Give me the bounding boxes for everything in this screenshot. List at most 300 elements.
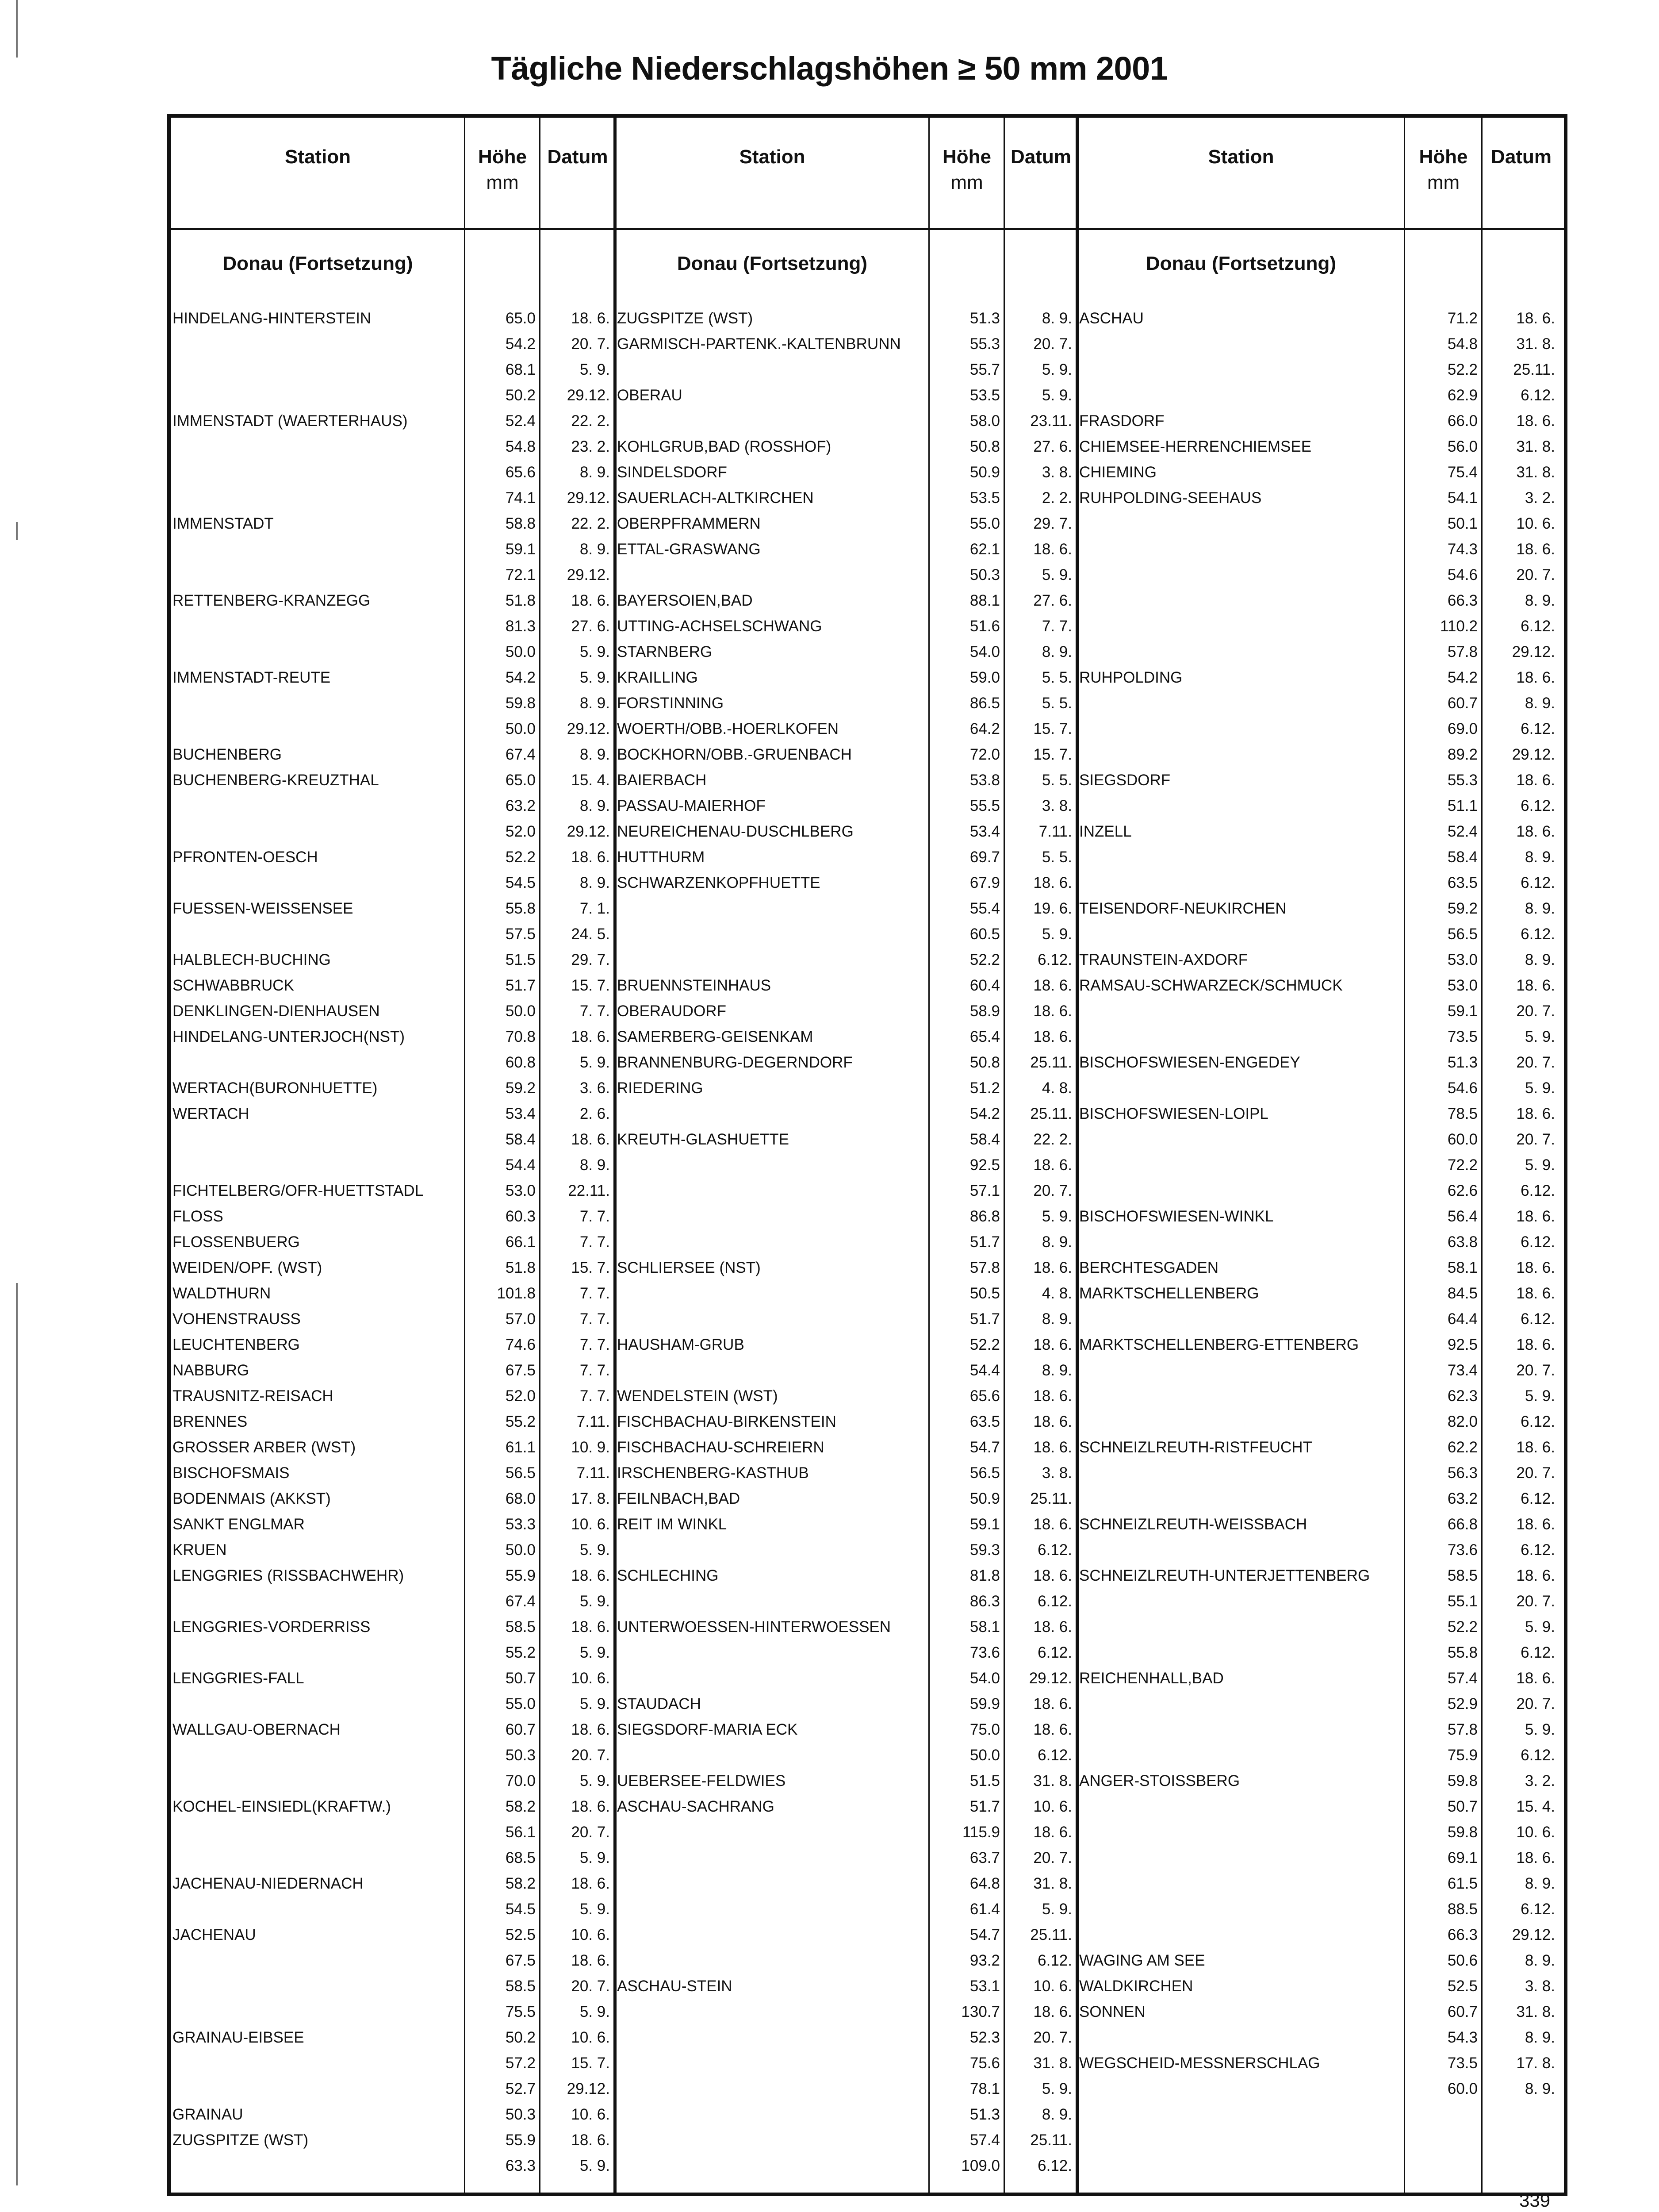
station-name	[171, 922, 463, 947]
datum-value: 29.12.	[567, 387, 610, 404]
station-name	[1077, 922, 1403, 947]
hoehe-value: 54.5	[505, 1901, 536, 1918]
header-rule	[171, 228, 1564, 230]
station-name: WALLGAU-OBERNACH	[172, 1721, 341, 1738]
station-name: OBERPFRAMMERN	[617, 515, 761, 532]
datum-value: 5. 9.	[1042, 566, 1072, 584]
datum-value: 18. 6.	[1033, 1156, 1072, 1174]
hoehe-value: 64.4	[1447, 1310, 1478, 1328]
station-name: WAGING AM SEE	[1079, 1952, 1205, 1969]
station-name: GARMISCH-PARTENK.-KALTENBRUNN	[617, 335, 901, 353]
station-name	[1077, 537, 1403, 562]
station-name	[171, 1820, 463, 1845]
datum-value: 6.12.	[1521, 1541, 1555, 1559]
datum-value: 18. 6.	[1516, 541, 1555, 558]
datum-value: 10. 6.	[1033, 1978, 1072, 1995]
hoehe-value: 54.2	[1447, 669, 1478, 686]
region-label: Donau (Fortsetzung)	[677, 253, 868, 274]
hoehe-value: 72.2	[1447, 1156, 1478, 1174]
station-name: LEUCHTENBERG	[172, 1336, 300, 1353]
station-name: VOHENSTRAUSS	[172, 1310, 301, 1328]
hoehe-value: 64.2	[969, 720, 1000, 737]
datum-value: 18. 6.	[1033, 977, 1072, 994]
hoehe-value: 86.8	[969, 1208, 1000, 1225]
station-name	[171, 1999, 463, 2025]
datum-value: 5. 9.	[1525, 1079, 1555, 1097]
station-name	[1077, 1358, 1403, 1383]
datum-value: 18. 6.	[571, 1952, 610, 1969]
hoehe-value: 54.0	[969, 1670, 1000, 1687]
datum-value: 18. 6.	[1033, 1516, 1072, 1533]
datum-value: 18. 6.	[571, 1131, 610, 1148]
datum-value: 8. 9.	[1042, 1233, 1072, 1251]
datum-value: 18. 6.	[1516, 1849, 1555, 1866]
station-name	[615, 1358, 927, 1383]
hoehe-value: 57.8	[1447, 1721, 1478, 1738]
datum-value: 8. 9.	[1525, 695, 1555, 712]
datum-value: 15. 7.	[1033, 720, 1072, 737]
station-name: WALDKIRCHEN	[1079, 1978, 1193, 1995]
datum-value: 15. 4.	[571, 772, 610, 789]
hoehe-value: 73.4	[1447, 1362, 1478, 1379]
datum-value: 18. 6.	[571, 849, 610, 866]
hoehe-value: 50.3	[969, 566, 1000, 584]
station-name	[171, 2153, 463, 2179]
datum-value: 7. 7.	[579, 1233, 610, 1251]
station-name	[171, 691, 463, 716]
station-name: SCHLIERSEE (NST)	[617, 1259, 761, 1276]
hoehe-value: 52.9	[1447, 1695, 1478, 1713]
hoehe-value: 50.7	[1447, 1798, 1478, 1815]
datum-value: 19. 6.	[1033, 900, 1072, 917]
station-name	[1077, 639, 1403, 665]
hoehe-value: 68.5	[505, 1849, 536, 1866]
datum-value: 20. 7.	[1033, 335, 1072, 353]
hoehe-value: 62.2	[1447, 1439, 1478, 1456]
datum-value: 18. 6.	[1516, 1208, 1555, 1225]
datum-value: 20. 7.	[1033, 2029, 1072, 2046]
station-name	[1077, 1383, 1403, 1409]
datum-value: 2. 6.	[579, 1105, 610, 1122]
datum-value: 5. 9.	[579, 669, 610, 686]
station-name: FORSTINNING	[617, 695, 724, 712]
datum-value: 18. 6.	[1033, 1028, 1072, 1045]
station-name	[1077, 845, 1403, 870]
hoehe-value: 66.0	[1447, 412, 1478, 430]
hoehe-value: 58.2	[505, 1798, 536, 1815]
datum-value: 31. 8.	[1033, 1772, 1072, 1790]
datum-value: 15. 7.	[571, 977, 610, 994]
hoehe-value: 53.0	[505, 1182, 536, 1199]
datum-value: 7. 7.	[579, 1336, 610, 1353]
station-name: FRASDORF	[1079, 412, 1165, 430]
station-name	[615, 2025, 927, 2051]
station-name	[171, 819, 463, 845]
hoehe-value: 55.8	[505, 900, 536, 917]
station-name	[615, 1640, 927, 1666]
datum-value: 17. 8.	[571, 1490, 610, 1507]
station-name: WALDTHURN	[172, 1285, 271, 1302]
datum-value: 29.12.	[1512, 746, 1555, 763]
datum-value: 27. 6.	[1033, 592, 1072, 609]
header-datum: Datum	[1011, 146, 1071, 168]
datum-value: 5. 5.	[1042, 695, 1072, 712]
station-name	[171, 1845, 463, 1871]
datum-value: 5. 9.	[1525, 1721, 1555, 1738]
datum-value: 29.12.	[1512, 643, 1555, 661]
station-name	[615, 1922, 927, 1948]
datum-value: 18. 6.	[1516, 310, 1555, 327]
hoehe-value: 56.0	[1447, 438, 1478, 455]
hoehe-value: 50.0	[505, 720, 536, 737]
hoehe-value: 58.4	[1447, 849, 1478, 866]
datum-value: 18. 6.	[1033, 1618, 1072, 1636]
datum-value: 18. 6.	[571, 1618, 610, 1636]
hoehe-value: 53.3	[505, 1516, 536, 1533]
station-name: JACHENAU	[172, 1926, 256, 1943]
hoehe-value: 75.0	[969, 1721, 1000, 1738]
datum-value: 5. 9.	[579, 1849, 610, 1866]
hoehe-value: 84.5	[1447, 1285, 1478, 1302]
datum-value: 15. 7.	[571, 2055, 610, 2072]
datum-value: 8. 9.	[579, 464, 610, 481]
station-name	[615, 1845, 927, 1871]
datum-value: 6.12.	[1038, 1747, 1072, 1764]
datum-value: 18. 6.	[1033, 1695, 1072, 1713]
datum-value: 5. 9.	[579, 643, 610, 661]
station-name: OBERAUDORF	[617, 1002, 726, 1020]
hoehe-value: 58.1	[969, 1618, 1000, 1636]
station-name	[171, 1050, 463, 1075]
hoehe-value: 62.1	[969, 541, 1000, 558]
station-name	[171, 434, 463, 460]
station-name	[615, 1948, 927, 1974]
hoehe-value: 50.5	[969, 1285, 1000, 1302]
hoehe-value: 50.0	[505, 643, 536, 661]
station-name: IMMENSTADT (WAERTERHAUS)	[172, 412, 408, 430]
station-name	[171, 1589, 463, 1614]
hoehe-value: 57.2	[505, 2055, 536, 2072]
datum-value: 6.12.	[1521, 1413, 1555, 1430]
datum-value: 29.12.	[567, 823, 610, 840]
station-name: SANKT ENGLMAR	[172, 1516, 305, 1533]
hoehe-value: 69.7	[969, 849, 1000, 866]
station-name	[1077, 1871, 1403, 1897]
hoehe-value: 68.1	[505, 361, 536, 378]
hoehe-value: 61.5	[1447, 1875, 1478, 1892]
datum-value: 6.12.	[1038, 1593, 1072, 1610]
datum-value: 20. 7.	[1516, 1131, 1555, 1148]
datum-value: 3. 8.	[1042, 1464, 1072, 1482]
hoehe-value: 52.7	[505, 2080, 536, 2097]
hoehe-value: 56.5	[1447, 926, 1478, 943]
hoehe-value: 51.7	[969, 1798, 1000, 1815]
station-name	[171, 716, 463, 742]
datum-value: 5. 9.	[1042, 2080, 1072, 2097]
datum-value: 6.12.	[1038, 1541, 1072, 1559]
hoehe-value: 78.1	[969, 2080, 1000, 2097]
station-name	[615, 357, 927, 383]
station-name	[171, 870, 463, 896]
station-name: BISCHOFSMAIS	[172, 1464, 290, 1482]
datum-value: 31. 8.	[1516, 335, 1555, 353]
station-name	[615, 1101, 927, 1127]
header-unit: mm	[950, 172, 983, 193]
datum-value: 6.12.	[1038, 951, 1072, 968]
hoehe-value: 52.2	[969, 951, 1000, 968]
station-name: NEUREICHENAU-DUSCHLBERG	[617, 823, 854, 840]
datum-value: 5. 9.	[579, 361, 610, 378]
hoehe-value: 69.0	[1447, 720, 1478, 737]
hoehe-value: 73.5	[1447, 2055, 1478, 2072]
datum-value: 18. 6.	[1516, 1259, 1555, 1276]
hoehe-value: 59.8	[1447, 1824, 1478, 1841]
header-unit: mm	[1427, 172, 1460, 193]
station-name: HINDELANG-UNTERJOCH(NST)	[172, 1028, 405, 1045]
station-name	[171, 1948, 463, 1974]
datum-value: 8. 9.	[1525, 592, 1555, 609]
hoehe-value: 62.6	[1447, 1182, 1478, 1199]
hoehe-value: 53.5	[969, 489, 1000, 507]
hoehe-value: 58.5	[505, 1978, 536, 1995]
station-name: BISCHOFSWIESEN-LOIPL	[1079, 1105, 1268, 1122]
datum-value: 18. 6.	[1033, 2003, 1072, 2020]
datum-value: 7. 7.	[579, 1310, 610, 1328]
station-name	[615, 1871, 927, 1897]
datum-value: 18. 6.	[1516, 1567, 1555, 1584]
hoehe-value: 55.0	[505, 1695, 536, 1713]
station-name: WEGSCHEID-MESSNERSCHLAG	[1079, 2055, 1320, 2072]
hoehe-value: 59.3	[969, 1541, 1000, 1559]
hoehe-value: 64.8	[969, 1875, 1000, 1892]
datum-value: 18. 6.	[571, 1721, 610, 1738]
hoehe-value: 50.0	[969, 1747, 1000, 1764]
hoehe-value: 51.5	[969, 1772, 1000, 1790]
hoehe-value: 57.8	[969, 1259, 1000, 1276]
hoehe-value: 50.0	[505, 1541, 536, 1559]
hoehe-value: 57.4	[1447, 1670, 1478, 1687]
datum-value: 3. 2.	[1525, 1772, 1555, 1790]
station-name	[1077, 1691, 1403, 1717]
station-name: DENKLINGEN-DIENHAUSEN	[172, 1002, 380, 1020]
datum-value: 18. 6.	[1033, 1413, 1072, 1430]
datum-value: 18. 6.	[1033, 1567, 1072, 1584]
datum-value: 15. 4.	[1516, 1798, 1555, 1815]
station-name	[1077, 614, 1403, 639]
station-name: SAUERLACH-ALTKIRCHEN	[617, 489, 814, 507]
datum-value: 5. 9.	[579, 1772, 610, 1790]
station-name	[615, 1306, 927, 1332]
header-datum: Datum	[1491, 146, 1552, 168]
station-name: RIEDERING	[617, 1079, 703, 1097]
datum-value: 7. 7.	[1042, 618, 1072, 635]
header-station: Station	[1208, 146, 1274, 168]
station-name: ZUGSPITZE (WST)	[172, 2131, 309, 2149]
datum-value: 18. 6.	[1033, 541, 1072, 558]
datum-value: 18. 6.	[1033, 1259, 1072, 1276]
datum-value: 25.11.	[1030, 1926, 1072, 1943]
station-name: BUCHENBERG	[172, 746, 282, 763]
datum-value: 8. 9.	[1042, 2106, 1072, 2123]
station-name: GRAINAU	[172, 2106, 243, 2123]
hoehe-value: 55.7	[969, 361, 1000, 378]
datum-value: 5. 9.	[1042, 1901, 1072, 1918]
datum-value: 5. 9.	[1525, 1028, 1555, 1045]
hoehe-value: 58.4	[969, 1131, 1000, 1148]
datum-value: 29.12.	[567, 489, 610, 507]
station-name	[1077, 1127, 1403, 1152]
station-name	[615, 1999, 927, 2025]
hoehe-value: 68.0	[505, 1490, 536, 1507]
station-name	[1077, 1820, 1403, 1845]
hoehe-value: 75.9	[1447, 1747, 1478, 1764]
station-name: SCHWABBRUCK	[172, 977, 294, 994]
margin-rule-middle	[16, 522, 18, 540]
hoehe-value: 50.8	[969, 1054, 1000, 1071]
hoehe-value: 51.1	[1447, 797, 1478, 814]
hoehe-value: 54.0	[969, 643, 1000, 661]
station-name: WEIDEN/OPF. (WST)	[172, 1259, 322, 1276]
datum-value: 20. 7.	[571, 1747, 610, 1764]
datum-value: 6.12.	[1038, 1952, 1072, 1969]
datum-value: 18. 6.	[571, 592, 610, 609]
datum-value: 5. 9.	[1525, 1618, 1555, 1636]
datum-value: 24. 5.	[571, 926, 610, 943]
station-name: WOERTH/OBB.-HOERLKOFEN	[617, 720, 839, 737]
station-name	[1077, 1589, 1403, 1614]
hoehe-value: 50.2	[505, 387, 536, 404]
datum-value: 25.11.	[1513, 361, 1555, 378]
station-name	[1077, 357, 1403, 383]
hoehe-value: 59.1	[969, 1516, 1000, 1533]
datum-value: 25.11.	[1030, 2131, 1072, 2149]
station-name	[615, 1281, 927, 1306]
hoehe-value: 86.3	[969, 1593, 1000, 1610]
station-name	[1077, 1486, 1403, 1512]
datum-value: 4. 8.	[1042, 1079, 1072, 1097]
hoehe-value: 55.1	[1447, 1593, 1478, 1610]
station-name	[615, 1229, 927, 1255]
datum-value: 6.12.	[1521, 1644, 1555, 1661]
hoehe-value: 75.4	[1447, 464, 1478, 481]
hoehe-value: 63.8	[1447, 1233, 1478, 1251]
datum-value: 18. 6.	[1516, 1105, 1555, 1122]
hoehe-value: 59.2	[505, 1079, 536, 1097]
station-name	[1077, 1229, 1403, 1255]
hoehe-value: 73.6	[969, 1644, 1000, 1661]
hoehe-value: 56.1	[505, 1824, 536, 1841]
datum-value: 5. 9.	[579, 1054, 610, 1071]
station-name	[615, 562, 927, 588]
station-name: SIEGSDORF	[1079, 772, 1171, 789]
station-name: SONNEN	[1079, 2003, 1146, 2020]
station-name	[1077, 331, 1403, 357]
hoehe-value: 52.3	[969, 2029, 1000, 2046]
datum-value: 8. 9.	[1042, 1362, 1072, 1379]
station-name	[1077, 1409, 1403, 1435]
station-name: KRAILLING	[617, 669, 698, 686]
station-name	[1077, 691, 1403, 716]
datum-value: 20. 7.	[1516, 1054, 1555, 1071]
station-name: FLOSSENBUERG	[172, 1233, 300, 1251]
hoehe-value: 89.2	[1447, 746, 1478, 763]
datum-value: 20. 7.	[571, 1978, 610, 1995]
datum-value: 8. 9.	[1042, 310, 1072, 327]
data-table	[167, 114, 1567, 2196]
datum-value: 7. 1.	[579, 900, 610, 917]
hoehe-value: 93.2	[969, 1952, 1000, 1969]
station-name: HAUSHAM-GRUB	[617, 1336, 744, 1353]
datum-value: 18. 6.	[1516, 772, 1555, 789]
station-name: RETTENBERG-KRANZEGG	[172, 592, 371, 609]
datum-value: 18. 6.	[1516, 1336, 1555, 1353]
hoehe-value: 65.6	[505, 464, 536, 481]
datum-value: 6.12.	[1521, 720, 1555, 737]
hoehe-value: 58.5	[505, 1618, 536, 1636]
hoehe-value: 57.8	[1447, 643, 1478, 661]
datum-value: 5. 9.	[579, 1901, 610, 1918]
datum-value: 25.11.	[1030, 1490, 1072, 1507]
hoehe-value: 62.9	[1447, 387, 1478, 404]
hoehe-value: 60.4	[969, 977, 1000, 994]
datum-value: 22. 2.	[571, 515, 610, 532]
datum-value: 18. 6.	[571, 1567, 610, 1584]
station-name	[1077, 998, 1403, 1024]
hoehe-value: 51.3	[1447, 1054, 1478, 1071]
station-name	[1077, 1743, 1403, 1768]
station-name	[615, 947, 927, 973]
station-name: PASSAU-MAIERHOF	[617, 797, 766, 814]
station-name: KRUEN	[172, 1541, 227, 1559]
station-name: RAMSAU-SCHWARZECK/SCHMUCK	[1079, 977, 1343, 994]
hoehe-value: 58.4	[505, 1131, 536, 1148]
datum-value: 8. 9.	[1525, 2080, 1555, 2097]
datum-value: 22. 2.	[1033, 1131, 1072, 1148]
hoehe-value: 51.7	[505, 977, 536, 994]
station-name: REIT IM WINKL	[617, 1516, 727, 1533]
datum-value: 6.12.	[1521, 1901, 1555, 1918]
station-name: REICHENHALL,BAD	[1079, 1670, 1224, 1687]
datum-value: 8. 9.	[1525, 951, 1555, 968]
station-name: SCHNEIZLREUTH-RISTFEUCHT	[1079, 1439, 1312, 1456]
datum-value: 20. 7.	[1516, 1695, 1555, 1713]
hoehe-value: 58.8	[505, 515, 536, 532]
station-name	[615, 1820, 927, 1845]
station-name	[171, 1974, 463, 1999]
hoehe-value: 74.1	[505, 489, 536, 507]
station-name: KOHLGRUB,BAD (ROSSHOF)	[617, 438, 831, 455]
datum-value: 10. 9.	[571, 1439, 610, 1456]
hoehe-value: 56.3	[1447, 1464, 1478, 1482]
station-name: OBERAU	[617, 387, 682, 404]
station-name	[615, 2051, 927, 2076]
station-name: LENGGRIES (RISSBACHWEHR)	[172, 1567, 404, 1584]
station-name	[615, 1152, 927, 1178]
datum-value: 27. 6.	[1033, 438, 1072, 455]
station-name	[1077, 2076, 1403, 2102]
hoehe-value: 60.7	[1447, 2003, 1478, 2020]
datum-value: 3. 8.	[1525, 1978, 1555, 1995]
station-name	[171, 793, 463, 819]
station-name	[171, 1897, 463, 1922]
station-name	[1077, 1306, 1403, 1332]
station-name: FISCHBACHAU-BIRKENSTEIN	[617, 1413, 836, 1430]
hoehe-value: 53.0	[1447, 951, 1478, 968]
hoehe-value: 52.4	[1447, 823, 1478, 840]
hoehe-value: 72.1	[505, 566, 536, 584]
station-name	[171, 614, 463, 639]
hoehe-value: 50.8	[969, 438, 1000, 455]
